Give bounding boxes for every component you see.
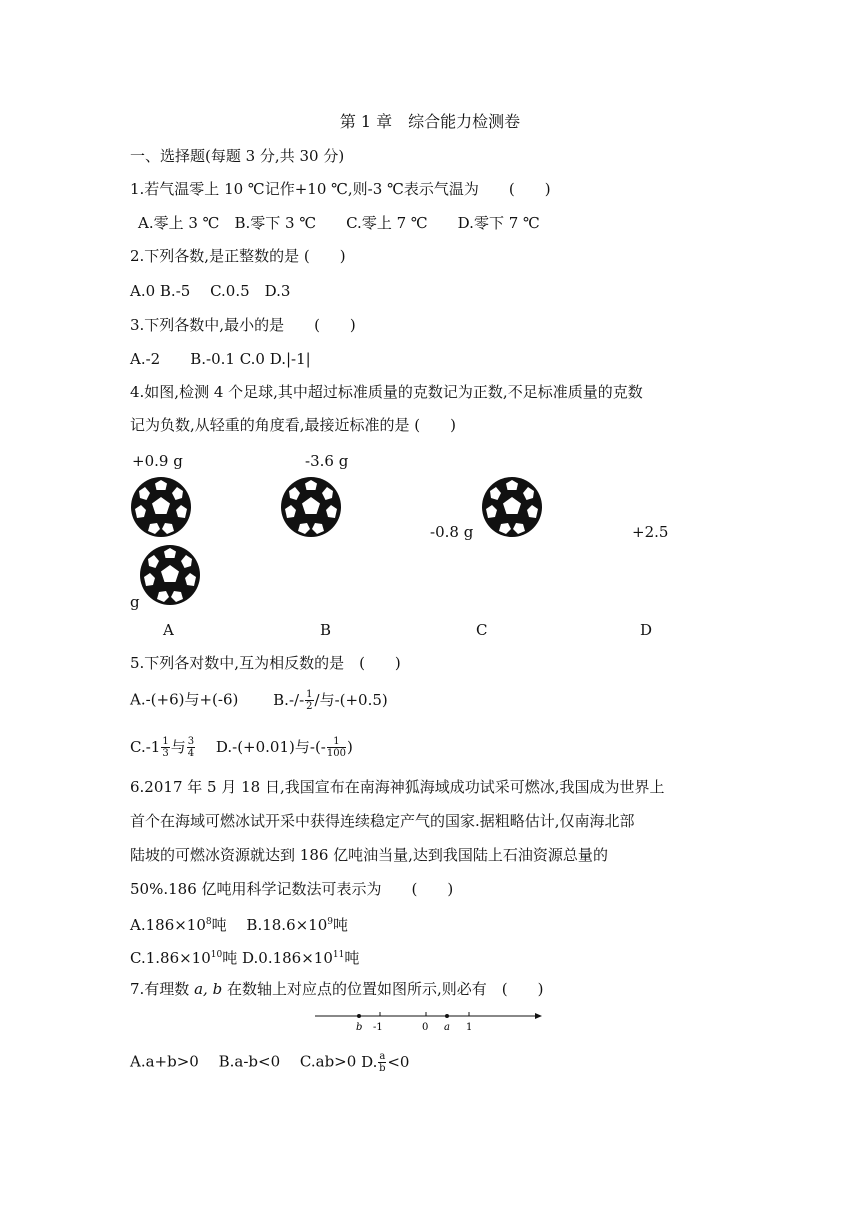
q3-stem: 3.下列各数中,最小的是 ( )	[130, 316, 356, 334]
q6-option-a: $A.186\times 10^8$吨	[130, 916, 227, 934]
ball-a-weight: +0.9 g	[132, 452, 183, 470]
q5-option-d: D.-(+0.01)与-(- $\frac{1}{100}$ )	[215, 736, 353, 759]
label-one: 1	[466, 1022, 473, 1033]
q5-option-a: A.-(+6)与+(-6)	[130, 690, 239, 709]
q6-line2: 首个在海域可燃冰试开采中获得连续稳定产气的国家.据粗略估计,仅南海北部	[130, 812, 635, 830]
q5-option-c: C.-1 $\frac{1}{3}$ 与 $\frac{3}{4}$	[130, 736, 195, 759]
q7-option-d: D. $\frac{a}{b}$ <0	[361, 1051, 410, 1074]
label-minus-one: -1	[373, 1022, 383, 1033]
q6-options-ab	[130, 912, 348, 935]
ball-d-weight: +2.5	[632, 523, 669, 541]
q6-line3: 陆坡的可燃冰资源就达到 186 亿吨油当量,达到我国陆上石油资源总量的	[130, 846, 608, 864]
soccer-ball-d-icon	[139, 544, 201, 606]
option-label-c: C	[476, 621, 488, 639]
q2-options: A.0 B.-5 C.0.5 D.3	[130, 282, 291, 300]
q6-option-b: $B.18.6\times 10^9$吨	[246, 916, 349, 934]
label-a: a	[444, 1022, 450, 1033]
q6-options-cd	[130, 945, 359, 968]
q5-options-cd	[130, 736, 353, 759]
q5-option-b: B.-/- $\frac{1}{2}$ /与-(+0.5)	[273, 689, 388, 712]
ball-d-unit: g	[130, 593, 140, 611]
q5-options-ab	[130, 689, 388, 712]
option-label-b: B	[320, 621, 332, 639]
q2-stem: 2.下列各数,是正整数的是 ( )	[130, 247, 346, 265]
page-title: 第 1 章 综合能力检测卷	[339, 112, 521, 131]
q7-option-c: C.ab>0	[299, 1052, 357, 1071]
q7-option-b: B.a-b<0	[218, 1052, 281, 1071]
q6-line1: 6.2017 年 5 月 18 日,我国宣布在南海神狐海域成功试采可燃冰,我国成为世界上	[130, 778, 665, 796]
number-line	[310, 1006, 550, 1036]
option-label-d: D	[640, 621, 653, 639]
q6-line4: 50%.186 亿吨用科学记数法可表示为 ( )	[130, 880, 454, 898]
q5-stem: 5.下列各对数中,互为相反数的是 ( )	[130, 654, 401, 672]
q3-options: A.-2 B.-0.1 C.0 D.|-1|	[130, 350, 311, 368]
q1-stem: 1.若气温零上 10 ℃记作+10 ℃,则-3 ℃表示气温为 ( )	[130, 180, 551, 198]
q4-stem-line2: 记为负数,从轻重的角度看,最接近标准的是 ( )	[130, 416, 457, 434]
q4-stem-line1: 4.如图,检测 4 个足球,其中超过标准质量的克数记为正数,不足标准质量的克数	[130, 383, 643, 401]
point-b	[357, 1014, 361, 1018]
ball-c-weight: -0.8 g	[430, 523, 474, 541]
label-b: b	[356, 1022, 363, 1033]
q1-options: A.零上 3 ℃ B.零下 3 ℃ C.零上 7 ℃ D.零下 7 ℃	[138, 214, 540, 232]
section-heading: 一、选择题(每题 3 分,共 30 分)	[130, 147, 345, 165]
label-zero: 0	[422, 1022, 429, 1033]
option-label-a: A	[163, 621, 174, 639]
number-line-arrow-icon	[535, 1013, 542, 1019]
q7-option-a: A.a+b>0	[130, 1052, 199, 1071]
q7-options	[130, 1051, 409, 1074]
ball-b-weight: -3.6 g	[305, 452, 349, 470]
soccer-ball-a-icon	[130, 476, 192, 538]
soccer-ball-c-icon	[481, 476, 543, 538]
q7-stem: 7.有理数 a, b 在数轴上对应点的位置如图所示,则必有 ( )	[130, 980, 544, 998]
soccer-ball-b-icon	[280, 476, 342, 538]
q6-option-c: $C.1.86\times 10^{10}$吨	[130, 949, 238, 967]
point-a	[445, 1014, 449, 1018]
q6-option-d: $D.0.186\times 10^{11}$吨	[242, 949, 360, 967]
